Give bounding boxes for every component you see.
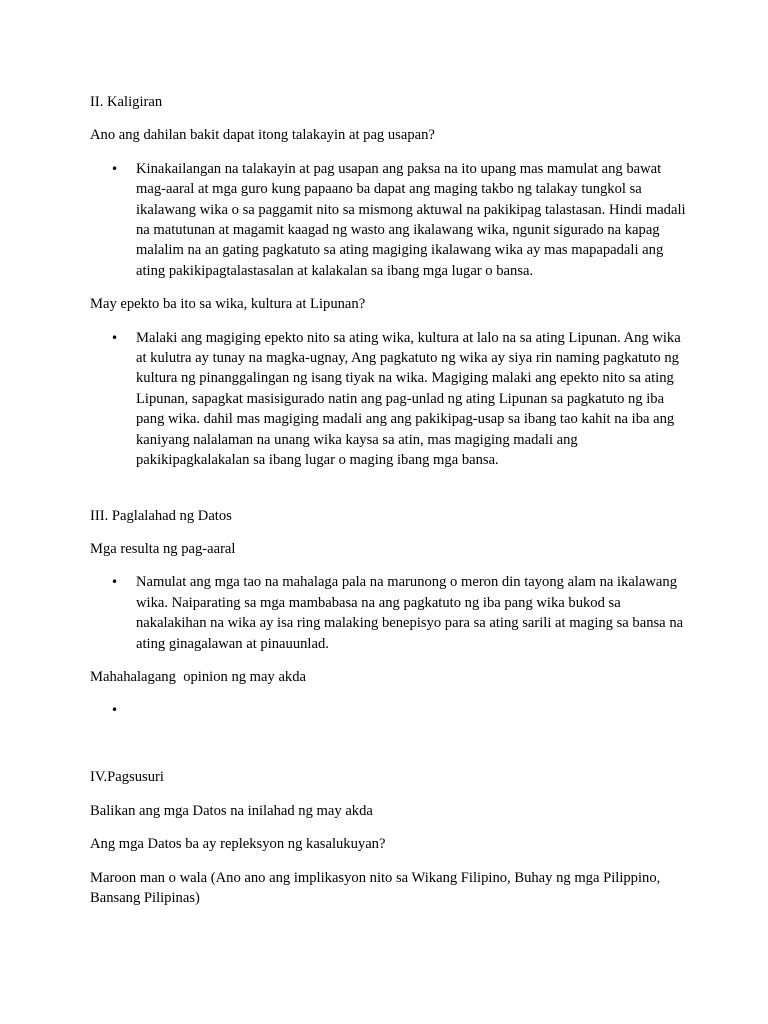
spacer <box>90 733 690 767</box>
list-item <box>90 159 690 281</box>
section-heading-pagsusuri: IV.Pagsusuri <box>90 769 164 786</box>
answer-dahilan: Kinakailangan na talakayin at pag usapan ang paksa na ito upang mas mamulat ang bawat mag-aaral at mga guro kung papaano ba dapat ang maging takbo ng talakay tungkol sa ikalawang wika o sa paggamit nito sa mismong aktuwal na pakikipag talastasan. Hindi madali na matutunan at magamit kaagad ng wasto ang ikalawang wika, ngunit sigurado na kapag malalim na an gating pagkatuto sa ating magiging ikalawang wika ay mas mapapadali ang ating pakikipagtalastasalan at kalakalan sa ibang mga lugar o bansa. <box>136 160 686 279</box>
section-heading-kaligiran: II. Kaligiran <box>90 94 163 110</box>
bullet-list <box>90 700 690 720</box>
list-item <box>90 572 690 654</box>
pagsusuri-line-repleksyon: Ang mga Datos ba ay repleksyon ng kasalukuyan? <box>90 836 386 853</box>
list-item <box>90 328 690 471</box>
subheading-opinion: Mahahalagang opinion ng may akda <box>90 668 307 685</box>
list-item <box>90 700 690 720</box>
answer-epekto: Malaki ang magiging epekto nito sa ating wika, kultura at lalo na sa ating Lipunan. Ang wika at kulutra ay tunay na magka-ugnay, Ang pagkatuto ng wika ay siya rin naming pagkatuto ng kultura ng pinanggalingan ng isang tiyak na wika. Magiging malaki ang epekto nito sa ating Lipunan, sapagkat masisigurado natin ang pag-unlad ng ating Lipunan sa pagkatuto ng iba pang wika. dahil mas magiging madali ang ang pakikipag-usap sa ibang tao kahit na iba ang kaniyang nalalaman na unang wika kaysa sa atin, mas magiging madali ang pakikipagkalakalan sa ibang lugar o maging ibang mga bansa. <box>136 329 681 469</box>
question-dahilan: Ano ang dahilan bakit dapat itong talakayin at pag usapan? <box>90 127 435 144</box>
answer-resulta: Namulat ang mga tao na mahalaga pala na marunong o meron din tayong alam na ikalawang wika. Naiparating sa mga mambabasa na ang pagkatuto ng iba pang wika bukod sa nakalakihan na wika ay isa ring malaking benepisyo para sa ating sarili at maging sa bansa na ating ginagalawan at pinauunlad. <box>136 574 684 652</box>
bullet-list <box>90 572 690 654</box>
bullet-icon: • <box>111 161 119 176</box>
bullet-icon: • <box>111 330 119 345</box>
pagsusuri-line-implikasyon: Maroon man o wala (Ano ano ang implikasyon nito sa Wikang Filipino, Buhay ng mga Pilippino, Bansang Pilipinas) <box>90 869 664 906</box>
bullet-list <box>90 159 690 281</box>
bullet-icon: • <box>111 575 119 590</box>
spacer <box>90 484 690 506</box>
bullet-list <box>90 328 690 471</box>
document-body <box>90 92 690 921</box>
subheading-resulta: Mga resulta ng pag-aaral <box>90 540 236 557</box>
bullet-icon: • <box>111 703 119 718</box>
question-epekto: May epekto ba ito sa wika, kultura at Lipunan? <box>90 296 366 313</box>
pagsusuri-line-balikan: Balikan ang mga Datos na inilahad ng may akda <box>90 802 373 819</box>
section-heading-paglalahad: III. Paglalahad ng Datos <box>90 507 232 524</box>
